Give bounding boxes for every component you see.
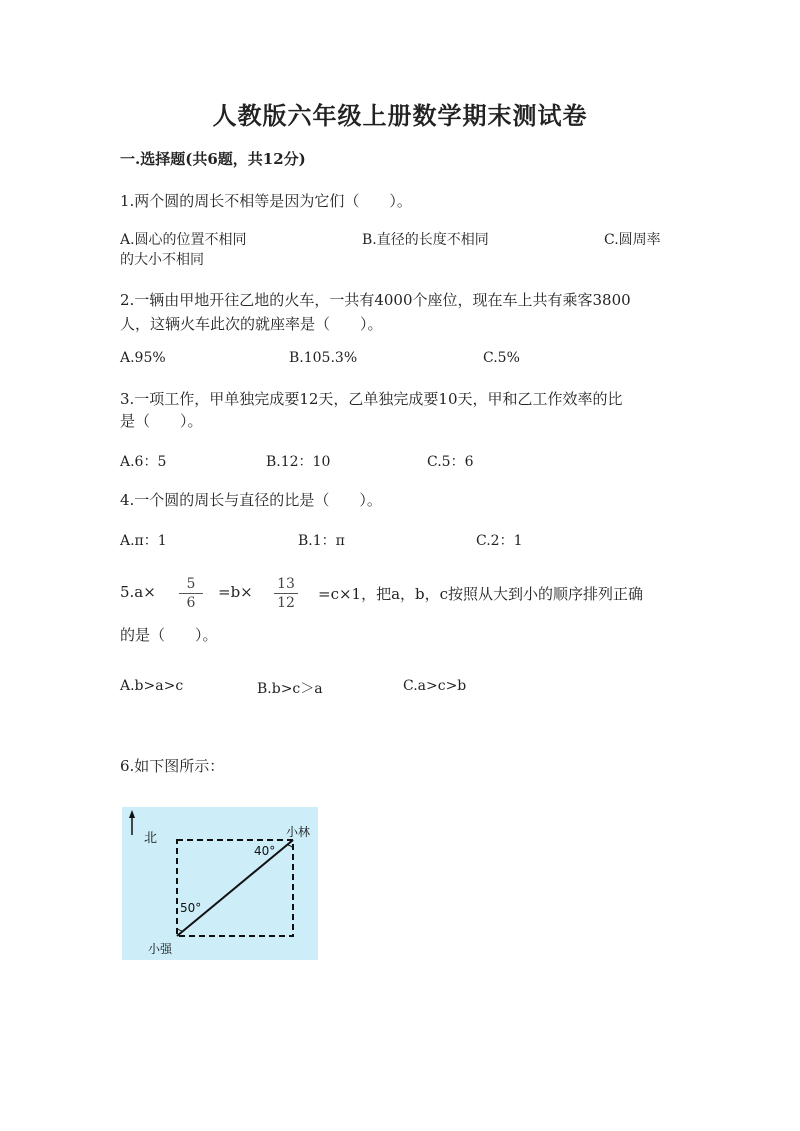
north-label: 北: [144, 831, 158, 846]
question-3-option-b: B.12：10: [266, 454, 331, 470]
diagonal-path: [177, 840, 293, 936]
question-5-stem-part-1: 5.a×: [120, 583, 156, 601]
fraction-1-bar: [179, 593, 203, 594]
question-2-stem-line-2: 人，这辆火车此次的就座率是（ ）。: [120, 315, 383, 333]
label-xiaoqiang: 小强: [148, 942, 173, 956]
question-5-stem-part-2: =b×: [218, 583, 253, 601]
question-3-option-a: A.6：5: [120, 454, 167, 470]
fraction-thirteen-twelfths: [272, 576, 300, 611]
fraction-1-numerator: 5: [186, 576, 196, 592]
fraction-five-sixths: [177, 576, 205, 611]
question-2-stem-line-1: 2.一辆由甲地开往乙地的火车，一共有4000个座位，现在车上共有乘客3800: [120, 291, 631, 309]
direction-diagram: [122, 807, 318, 960]
section-heading: 一.选择题(共6题，共12分): [120, 150, 306, 168]
label-xiaolin: 小林: [286, 825, 311, 839]
question-5-option-b: B.b>c＞a: [257, 681, 323, 697]
fraction-1-denominator: 6: [186, 595, 196, 611]
fraction-2-numerator: 13: [277, 576, 295, 592]
fraction-2-denominator: 12: [277, 595, 295, 611]
question-5-stem-part-3: =c×1，把a，b，c按照从大到小的顺序排列正确: [318, 585, 644, 603]
question-4-option-a: A.π：1: [120, 533, 167, 549]
question-4-stem: 4.一个圆的周长与直径的比是（ ）。: [120, 491, 382, 509]
question-2-option-a: A.95%: [120, 350, 166, 366]
question-3-stem-line-2: 是（ ）。: [120, 412, 203, 430]
question-1-option-c: C.圆周率: [604, 232, 661, 248]
question-1-option-b: B.直径的长度不相同: [362, 232, 489, 248]
question-1-option-c-continued: 的大小不相同: [120, 252, 204, 268]
question-5-stem-line-2: 的是（ ）。: [120, 626, 218, 644]
question-4-option-c: C.2：1: [476, 533, 523, 549]
question-3-option-c: C.5：6: [427, 454, 474, 470]
page-title: 人教版六年级上册数学期末测试卷: [212, 101, 588, 130]
question-3-stem-line-1: 3.一项工作，甲单独完成要12天，乙单独完成要10天，甲和乙工作效率的比: [120, 390, 623, 408]
north-arrow-head-icon: [129, 810, 135, 818]
question-5-option-a: A.b>a>c: [120, 678, 184, 694]
question-5-option-c: C.a>c>b: [403, 678, 467, 694]
angle-label-40: 40°: [254, 844, 276, 858]
fraction-2-bar: [274, 593, 298, 594]
question-6-stem: 6.如下图所示：: [120, 757, 225, 775]
question-1-option-a: A.圆心的位置不相同: [120, 232, 247, 248]
angle-label-50: 50°: [180, 901, 202, 915]
question-2-option-c: C.5%: [483, 350, 520, 366]
question-2-option-b: B.105.3%: [289, 350, 358, 366]
question-1-stem: 1.两个圆的周长不相等是因为它们（ ）。: [120, 192, 412, 210]
question-4-option-b: B.1：π: [298, 533, 345, 549]
